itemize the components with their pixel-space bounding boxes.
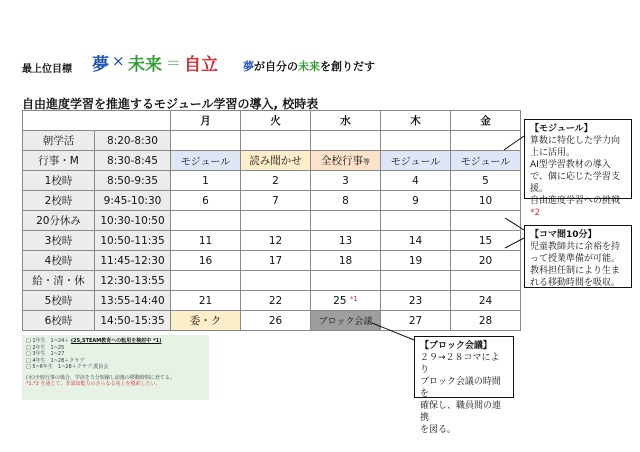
- schedule-cell: 19: [381, 251, 451, 271]
- time-range: 10:30-10:50: [95, 211, 171, 231]
- grade-legend: [22, 335, 209, 400]
- legend-note: (水)全校行事の場合、学活を５分短縮し前後の移動時間に充てる。: [26, 374, 175, 381]
- block-callout-line: を図る。: [420, 425, 457, 435]
- period-label: 1校時: [23, 171, 95, 191]
- schedule-cell: 15: [451, 231, 521, 251]
- block-callout-title: 【ブロック会議】: [420, 341, 492, 351]
- schedule-cell: 1: [171, 171, 241, 191]
- legend-highlight: (25,STEAM教育への転用を検討中 *1): [70, 338, 162, 344]
- koma-callout-line: 教科担任制により生まれる移動時間を吸収。: [530, 266, 621, 288]
- schedule-cell: 22: [241, 291, 311, 311]
- goal-times-symbol: ×: [112, 52, 125, 70]
- legend-label: □ 2年生: [26, 344, 46, 351]
- koma-callout: [524, 225, 632, 288]
- schedule-cell: 8: [311, 191, 381, 211]
- goal-equals-symbol: ＝: [166, 54, 182, 72]
- koma-callout-arrow-up: [505, 218, 524, 230]
- module-callout-note: *2: [530, 208, 541, 218]
- legend-value: 1~28＋クラブ: [50, 357, 85, 364]
- schedule-cell: 20: [451, 251, 521, 271]
- time-range: 11:45-12:30: [95, 251, 171, 271]
- legend-value: 1~24＋: [50, 338, 70, 344]
- legend-label: □ 1年生: [26, 338, 46, 344]
- time-range: 14:50-15:35: [95, 311, 171, 331]
- legend-value: 1~25: [50, 344, 65, 351]
- legend-label: □ 3年生: [26, 351, 46, 357]
- schedule-cell: 27: [381, 311, 451, 331]
- legend-label: □ 4年生: [26, 357, 46, 364]
- schedule-cell: 6: [171, 191, 241, 211]
- block-meeting-callout: [414, 336, 514, 435]
- schedule-cell: 10: [451, 191, 521, 211]
- time-range: 8:50-9:35: [95, 171, 171, 191]
- schedule-cell: 3: [311, 171, 381, 191]
- module-cell: モジュール: [451, 151, 521, 171]
- period-label: 2校時: [23, 191, 95, 211]
- block-meeting-cell: ブロック会議: [311, 311, 381, 331]
- day-header: 金: [451, 111, 521, 131]
- module-cell: モジュール: [381, 151, 451, 171]
- module-callout-title: 【モジュール】: [530, 124, 593, 134]
- period-label: 5校時: [23, 291, 95, 311]
- schedule-cell: 13: [311, 231, 381, 251]
- legend-label: □ 5~6年生: [26, 364, 53, 370]
- schedule-cell: 28: [451, 311, 521, 331]
- module-cell: モジュール: [171, 151, 241, 171]
- schedule-cell: 21: [171, 291, 241, 311]
- day-header: 水: [311, 111, 381, 131]
- period-label: 6校時: [23, 311, 95, 331]
- block-callout-line: ブロック会議の時間を: [420, 377, 501, 399]
- goal-future: 未来: [128, 55, 162, 75]
- period-label: 給・清・休: [23, 271, 95, 291]
- block-callout-line: ２９→２８コマにより: [420, 353, 500, 375]
- module-callout-line: AI型学習教材の導入で、個に応じた学習支援。: [530, 160, 620, 194]
- day-header: 火: [241, 111, 311, 131]
- footnote-marker: *1: [349, 294, 358, 303]
- time-range: 13:55-14:40: [95, 291, 171, 311]
- schedule-cell: 24: [451, 291, 521, 311]
- committee-club-cell: 委・ク: [171, 311, 241, 331]
- period-label: 行事・M: [23, 151, 95, 171]
- schedule-cell: 16: [171, 251, 241, 271]
- time-range: 10:50-11:35: [95, 231, 171, 251]
- schedule-cell: 26: [241, 311, 311, 331]
- koma-callout-arrow-down: [505, 238, 524, 248]
- slogan-end: を創りだす: [320, 60, 375, 73]
- legend-note-red: *1,*2 を通じて、非認知能力のさらなる向上を模索したい。: [26, 381, 161, 387]
- schedule-cell: 7: [241, 191, 311, 211]
- day-header: 月: [171, 111, 241, 131]
- read-aloud-cell: 読み聞かせ: [241, 151, 311, 171]
- schedule-cell: 14: [381, 231, 451, 251]
- slogan-future: 未来: [298, 60, 320, 73]
- schedule-cell: 23: [381, 291, 451, 311]
- schedule-cell: 18: [311, 251, 381, 271]
- legend-value: 1~27: [50, 351, 65, 357]
- koma-callout-line: 児童教師共に余裕を持って授業準備が可能。: [530, 242, 621, 264]
- legend-row: [26, 364, 205, 371]
- slogan-dream: 夢: [243, 60, 254, 73]
- period-label: 3校時: [23, 231, 95, 251]
- time-range: 12:30-13:55: [95, 271, 171, 291]
- schedule-cell: 12: [241, 231, 311, 251]
- module-callout: [524, 119, 632, 218]
- goal-dream: 夢: [92, 55, 109, 75]
- schedule-cell: 4: [381, 171, 451, 191]
- module-callout-line: 自由進度学習への挑戦: [530, 196, 621, 206]
- schedule-cell: 2: [241, 171, 311, 191]
- period-label: 4校時: [23, 251, 95, 271]
- time-range: 9:45-10:30: [95, 191, 171, 211]
- legend-value: 1~28＋クラブ,委員会: [57, 364, 109, 370]
- goal-label: 最上位目標: [22, 64, 72, 75]
- block-callout-arrow: [372, 323, 414, 340]
- period-label: 20分休み: [23, 211, 95, 231]
- block-callout-line: 確保し、職員間の連携: [420, 401, 502, 423]
- goal-independence: 自立: [184, 55, 218, 75]
- schedule-cell: 17: [241, 251, 311, 271]
- school-event-label: 全校行事: [321, 155, 363, 167]
- table-title: 自由進度学習を推進するモジュール学習の導入, 校時表: [22, 97, 319, 111]
- schedule-cell: 11: [171, 231, 241, 251]
- module-callout-line: 算数に特化した学力向上に活用。: [530, 136, 621, 158]
- slogan-middle: が自分の: [254, 60, 298, 73]
- period-label: 朝学活: [23, 131, 95, 151]
- day-header: 木: [381, 111, 451, 131]
- cell-number: 25: [333, 294, 347, 307]
- module-callout-arrow: [504, 136, 524, 150]
- school-event-suffix: 等: [363, 158, 370, 166]
- time-range: 8:30-8:45: [95, 151, 171, 171]
- time-range: 8:20-8:30: [95, 131, 171, 151]
- schedule-cell: 5: [451, 171, 521, 191]
- schedule-cell: 9: [381, 191, 451, 211]
- koma-callout-title: 【コマ間10分】: [530, 230, 597, 240]
